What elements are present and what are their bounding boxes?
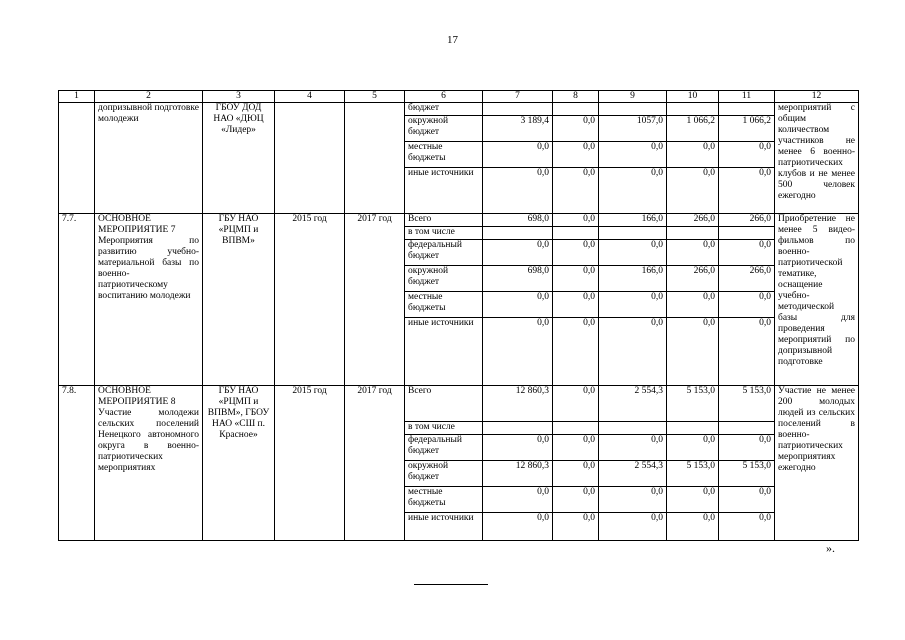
amount-2015: 0,0 <box>599 168 667 214</box>
amount-2014: 0,0 <box>553 240 599 266</box>
column-number: 1 <box>59 91 95 103</box>
amount-2014: 0,0 <box>553 318 599 386</box>
amount-2016: 1 066,2 <box>667 116 719 142</box>
amount-2014: 0,0 <box>553 214 599 227</box>
column-number-row <box>59 91 859 103</box>
amount-2017: 1 066,2 <box>719 116 775 142</box>
activity-end: 2017 год <box>345 386 405 541</box>
amount-2016: 0,0 <box>667 142 719 168</box>
amount-2015 <box>599 422 667 435</box>
column-number: 8 <box>553 91 599 103</box>
amount-2015: 1057,0 <box>599 116 667 142</box>
funding-source: Всего <box>405 386 483 422</box>
amount-total: 0,0 <box>483 487 553 513</box>
funding-source: в том числе <box>405 422 483 435</box>
amount-2017: 0,0 <box>719 240 775 266</box>
activity-number: 7.8. <box>59 386 95 541</box>
activity-start: 2015 год <box>275 386 345 541</box>
amount-2015: 166,0 <box>599 266 667 292</box>
activity-description: Участие молодежи сельских поселений Ненецкого автономного округа в военно-патриотических мероприятиях <box>98 408 199 473</box>
amount-2016 <box>667 422 719 435</box>
funding-source: бюджет <box>405 103 483 116</box>
activity-title <box>95 386 203 541</box>
funding-source: Всего <box>405 214 483 227</box>
column-number: 3 <box>203 91 275 103</box>
amount-2016: 0,0 <box>667 435 719 461</box>
funding-source: федеральный бюджет <box>405 240 483 266</box>
amount-2017: 0,0 <box>719 487 775 513</box>
column-number: 12 <box>775 91 859 103</box>
amount-2016: 0,0 <box>667 240 719 266</box>
amount-2015: 0,0 <box>599 318 667 386</box>
activity-title: допризывной подготовке молодежи <box>95 103 203 214</box>
amount-total: 0,0 <box>483 318 553 386</box>
column-number: 2 <box>95 91 203 103</box>
amount-2014 <box>553 103 599 116</box>
amount-2015: 0,0 <box>599 240 667 266</box>
amount-2015: 0,0 <box>599 142 667 168</box>
expected-result: Приобретение не менее 5 видео-фильмов по военно-патриотической тематике, оснащение учебно-методической базы для проведения мероприятий по допризывной подготовке <box>775 214 859 386</box>
amount-2014: 0,0 <box>553 435 599 461</box>
activity-executor: ГБОУ ДОД НАО «ДЮЦ «Лидер» <box>203 103 275 214</box>
amount-total: 0,0 <box>483 435 553 461</box>
amount-2015: 0,0 <box>599 487 667 513</box>
amount-2017: 266,0 <box>719 214 775 227</box>
amount-2016: 266,0 <box>667 214 719 227</box>
amount-2015: 0,0 <box>599 435 667 461</box>
funding-source: местные бюджеты <box>405 292 483 318</box>
funding-source: местные бюджеты <box>405 487 483 513</box>
funding-source: иные источники <box>405 318 483 386</box>
funding-source: окружной бюджет <box>405 266 483 292</box>
amount-2016 <box>667 103 719 116</box>
footer-divider <box>414 584 488 585</box>
closing-quote: ». <box>826 541 835 555</box>
column-number: 10 <box>667 91 719 103</box>
amount-total: 0,0 <box>483 513 553 541</box>
expected-result: Участие не менее 200 молодых людей из сельских поселений в военно-патриотических мероприятиях ежегодно <box>775 386 859 541</box>
amount-2015: 2 554,3 <box>599 386 667 422</box>
amount-2014: 0,0 <box>553 513 599 541</box>
amount-2017 <box>719 103 775 116</box>
amount-total: 12 860,3 <box>483 386 553 422</box>
amount-total <box>483 422 553 435</box>
amount-2017: 0,0 <box>719 142 775 168</box>
amount-2016: 0,0 <box>667 487 719 513</box>
funding-source: в том числе <box>405 227 483 240</box>
amount-2015: 166,0 <box>599 214 667 227</box>
amount-total: 698,0 <box>483 266 553 292</box>
amount-2015 <box>599 227 667 240</box>
amount-2017: 5 153,0 <box>719 461 775 487</box>
activity-end <box>345 103 405 214</box>
amount-total: 0,0 <box>483 142 553 168</box>
activity-title <box>95 214 203 386</box>
table-row <box>59 103 859 116</box>
activity-executor: ГБУ НАО «РЦМП и ВПВМ», ГБОУ НАО «СШ п. Красное» <box>203 386 275 541</box>
column-number: 9 <box>599 91 667 103</box>
amount-2015: 0,0 <box>599 292 667 318</box>
amount-2016: 0,0 <box>667 513 719 541</box>
amount-2016: 266,0 <box>667 266 719 292</box>
program-table <box>58 90 859 541</box>
amount-total: 0,0 <box>483 240 553 266</box>
column-number: 5 <box>345 91 405 103</box>
amount-2014: 0,0 <box>553 461 599 487</box>
funding-source: иные источники <box>405 168 483 214</box>
amount-2014 <box>553 422 599 435</box>
amount-total: 0,0 <box>483 292 553 318</box>
amount-total: 698,0 <box>483 214 553 227</box>
column-number: 4 <box>275 91 345 103</box>
table-row <box>59 214 859 227</box>
funding-source: иные источники <box>405 513 483 541</box>
amount-2014: 0,0 <box>553 292 599 318</box>
funding-source: окружной бюджет <box>405 461 483 487</box>
amount-2017: 0,0 <box>719 318 775 386</box>
amount-2016 <box>667 227 719 240</box>
amount-2017: 0,0 <box>719 513 775 541</box>
amount-total: 12 860,3 <box>483 461 553 487</box>
amount-total <box>483 227 553 240</box>
activity-number <box>59 103 95 214</box>
expected-result: мероприятий с общим количеством участников не менее 6 военно-патриотических клубов и не менее 500 человек ежегодно <box>775 103 859 214</box>
amount-2014: 0,0 <box>553 168 599 214</box>
amount-2017: 0,0 <box>719 168 775 214</box>
activity-start <box>275 103 345 214</box>
amount-total: 3 189,4 <box>483 116 553 142</box>
amount-2016: 5 153,0 <box>667 386 719 422</box>
column-number: 6 <box>405 91 483 103</box>
activity-start: 2015 год <box>275 214 345 386</box>
amount-2015: 2 554,3 <box>599 461 667 487</box>
amount-2017 <box>719 227 775 240</box>
amount-2017: 0,0 <box>719 292 775 318</box>
funding-source: окружной бюджет <box>405 116 483 142</box>
activity-executor: ГБУ НАО «РЦМП и ВПВМ» <box>203 214 275 386</box>
activity-heading: ОСНОВНОЕ МЕРОПРИЯТИЕ 8 <box>98 386 176 407</box>
funding-source: федеральный бюджет <box>405 435 483 461</box>
amount-2014: 0,0 <box>553 266 599 292</box>
amount-2014: 0,0 <box>553 142 599 168</box>
amount-2016: 0,0 <box>667 292 719 318</box>
table-row <box>59 386 859 422</box>
amount-2016: 0,0 <box>667 168 719 214</box>
amount-2017: 5 153,0 <box>719 386 775 422</box>
amount-2016: 0,0 <box>667 318 719 386</box>
amount-total: 0,0 <box>483 168 553 214</box>
activity-number: 7.7. <box>59 214 95 386</box>
amount-2015 <box>599 103 667 116</box>
activity-end: 2017 год <box>345 214 405 386</box>
amount-2014: 0,0 <box>553 116 599 142</box>
amount-2014: 0,0 <box>553 386 599 422</box>
amount-2016: 5 153,0 <box>667 461 719 487</box>
amount-2017: 266,0 <box>719 266 775 292</box>
column-number: 11 <box>719 91 775 103</box>
amount-2014 <box>553 227 599 240</box>
activity-heading: ОСНОВНОЕ МЕРОПРИЯТИЕ 7 <box>98 214 176 235</box>
amount-2017: 0,0 <box>719 435 775 461</box>
amount-total <box>483 103 553 116</box>
activity-description: Мероприятия по развитию учебно-материальной базы по военно-патриотическому воспитанию молодежи <box>98 236 199 301</box>
funding-source: местные бюджеты <box>405 142 483 168</box>
column-number: 7 <box>483 91 553 103</box>
amount-2015: 0,0 <box>599 513 667 541</box>
amount-2017 <box>719 422 775 435</box>
amount-2014: 0,0 <box>553 487 599 513</box>
page-number: 17 <box>447 34 458 46</box>
